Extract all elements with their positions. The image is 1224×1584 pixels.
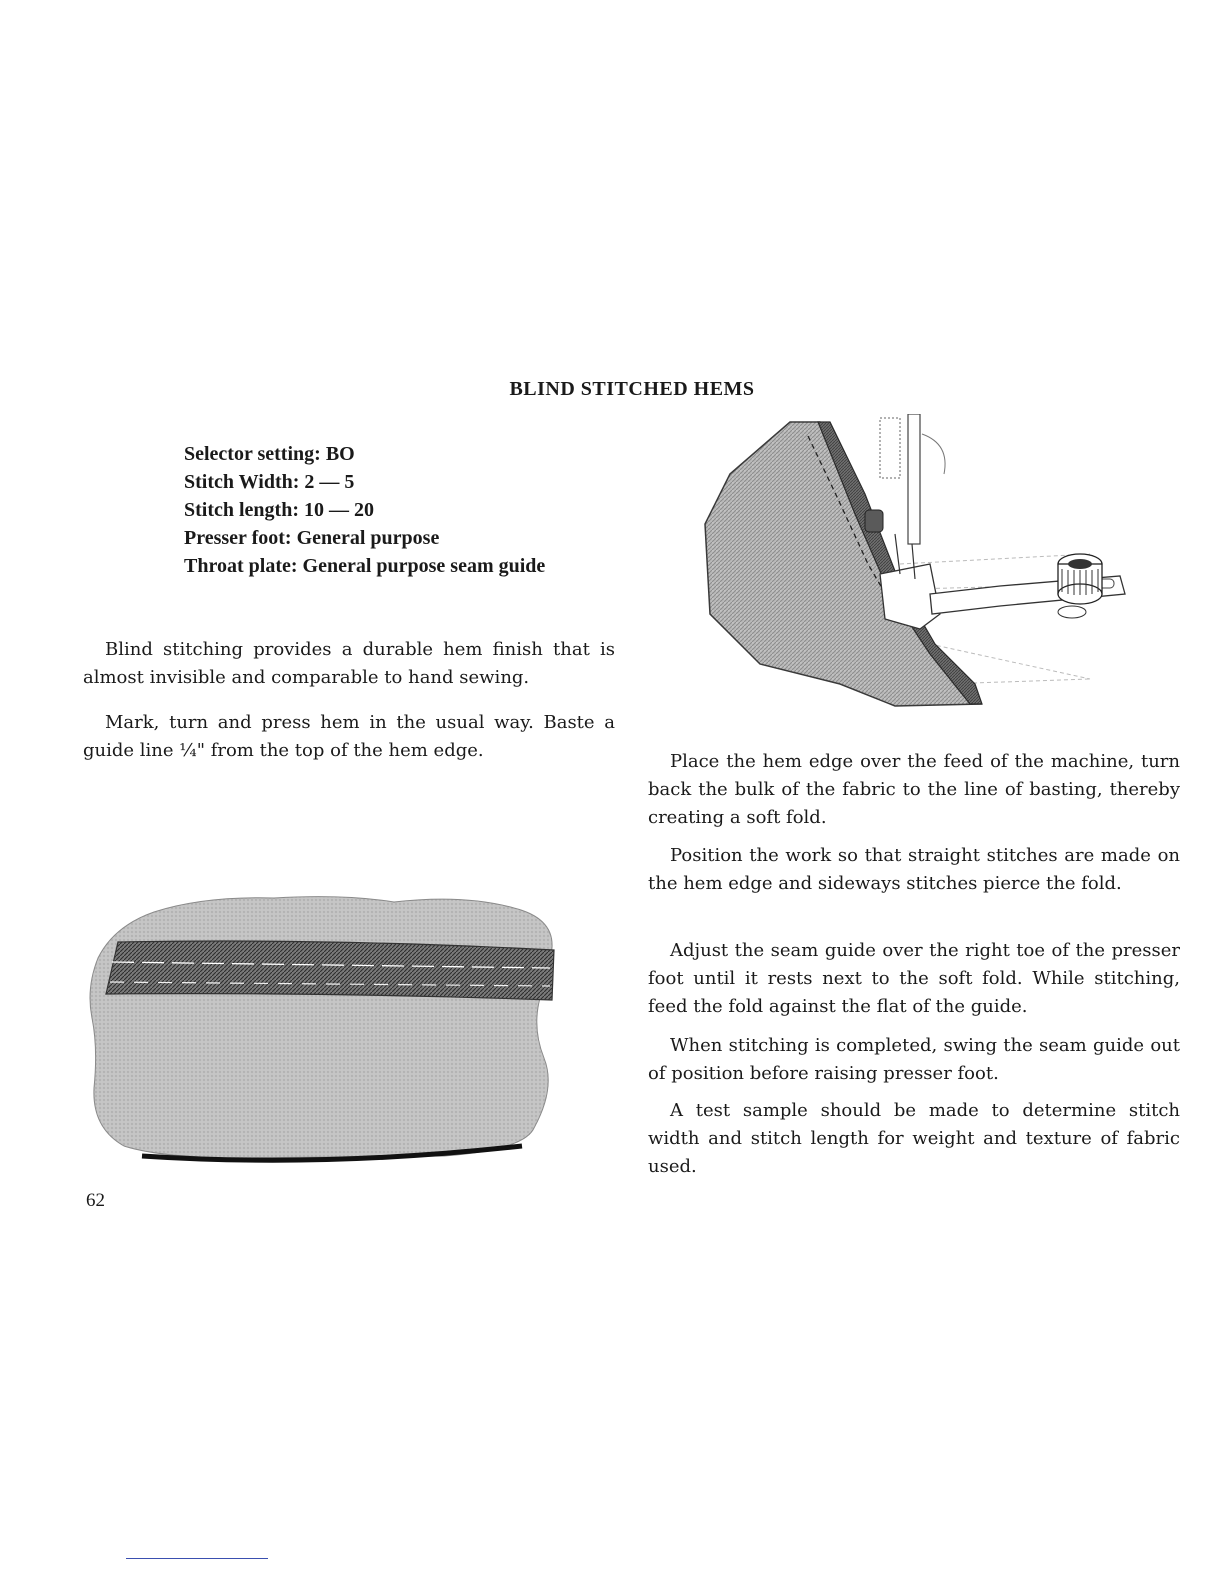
right-paragraph-2 (648, 842, 1180, 898)
page-title: BLIND STITCHED HEMS (509, 378, 755, 400)
paragraph-text: Mark, turn and press hem in the usual way. Baste a guide line ¼" from the top of the hem edge. (83, 712, 615, 761)
setting-value: General purpose (296, 527, 440, 549)
footer-rule (126, 1558, 268, 1559)
paragraph-text: Position the work so that straight stitches are made on the hem edge and sideways stitches pierce the fold. (648, 845, 1180, 894)
setting-value: General purpose seam guide (302, 555, 546, 577)
setting-value: 2 — 5 (304, 471, 355, 493)
setting-stitch-width (184, 468, 545, 496)
sewing-machine-illustration (700, 414, 1140, 714)
setting-label: Presser foot: (184, 527, 292, 549)
machine-settings (184, 440, 545, 580)
setting-presser-foot (184, 524, 545, 552)
setting-value: BO (325, 443, 355, 465)
setting-label: Stitch Width: (184, 471, 300, 493)
setting-label: Selector setting: (184, 443, 321, 465)
paragraph-text: Adjust the seam guide over the right toe of the presser foot until it rests next to the soft fold. While stitching, feed the fold against the flat of the guide. (648, 940, 1180, 1017)
paragraph-text: Place the hem edge over the feed of the machine, turn back the bulk of the fabric to the line of basting, thereby creating a soft fold. (648, 751, 1180, 828)
paragraph-text: Blind stitching provides a durable hem finish that is almost invisible and comparable to hand sewing. (83, 639, 615, 688)
right-paragraph-1 (648, 748, 1180, 832)
setting-selector (184, 440, 545, 468)
setting-label: Stitch length: (184, 499, 299, 521)
right-paragraph-3 (648, 937, 1180, 1021)
hem-sample-illustration (84, 888, 564, 1170)
left-paragraph-1 (83, 636, 615, 692)
setting-value: 10 — 20 (304, 499, 374, 521)
right-paragraph-5 (648, 1097, 1180, 1181)
paragraph-text: A test sample should be made to determine stitch width and stitch length for weight and texture of fabric used. (648, 1100, 1180, 1177)
setting-throat-plate (184, 552, 545, 580)
right-paragraph-4 (648, 1032, 1180, 1088)
left-paragraph-2 (83, 709, 615, 765)
setting-stitch-length (184, 496, 545, 524)
paragraph-text: When stitching is completed, swing the seam guide out of position before raising presser foot. (648, 1035, 1180, 1084)
page-number: 62 (86, 1190, 105, 1211)
setting-label: Throat plate: (184, 555, 298, 577)
